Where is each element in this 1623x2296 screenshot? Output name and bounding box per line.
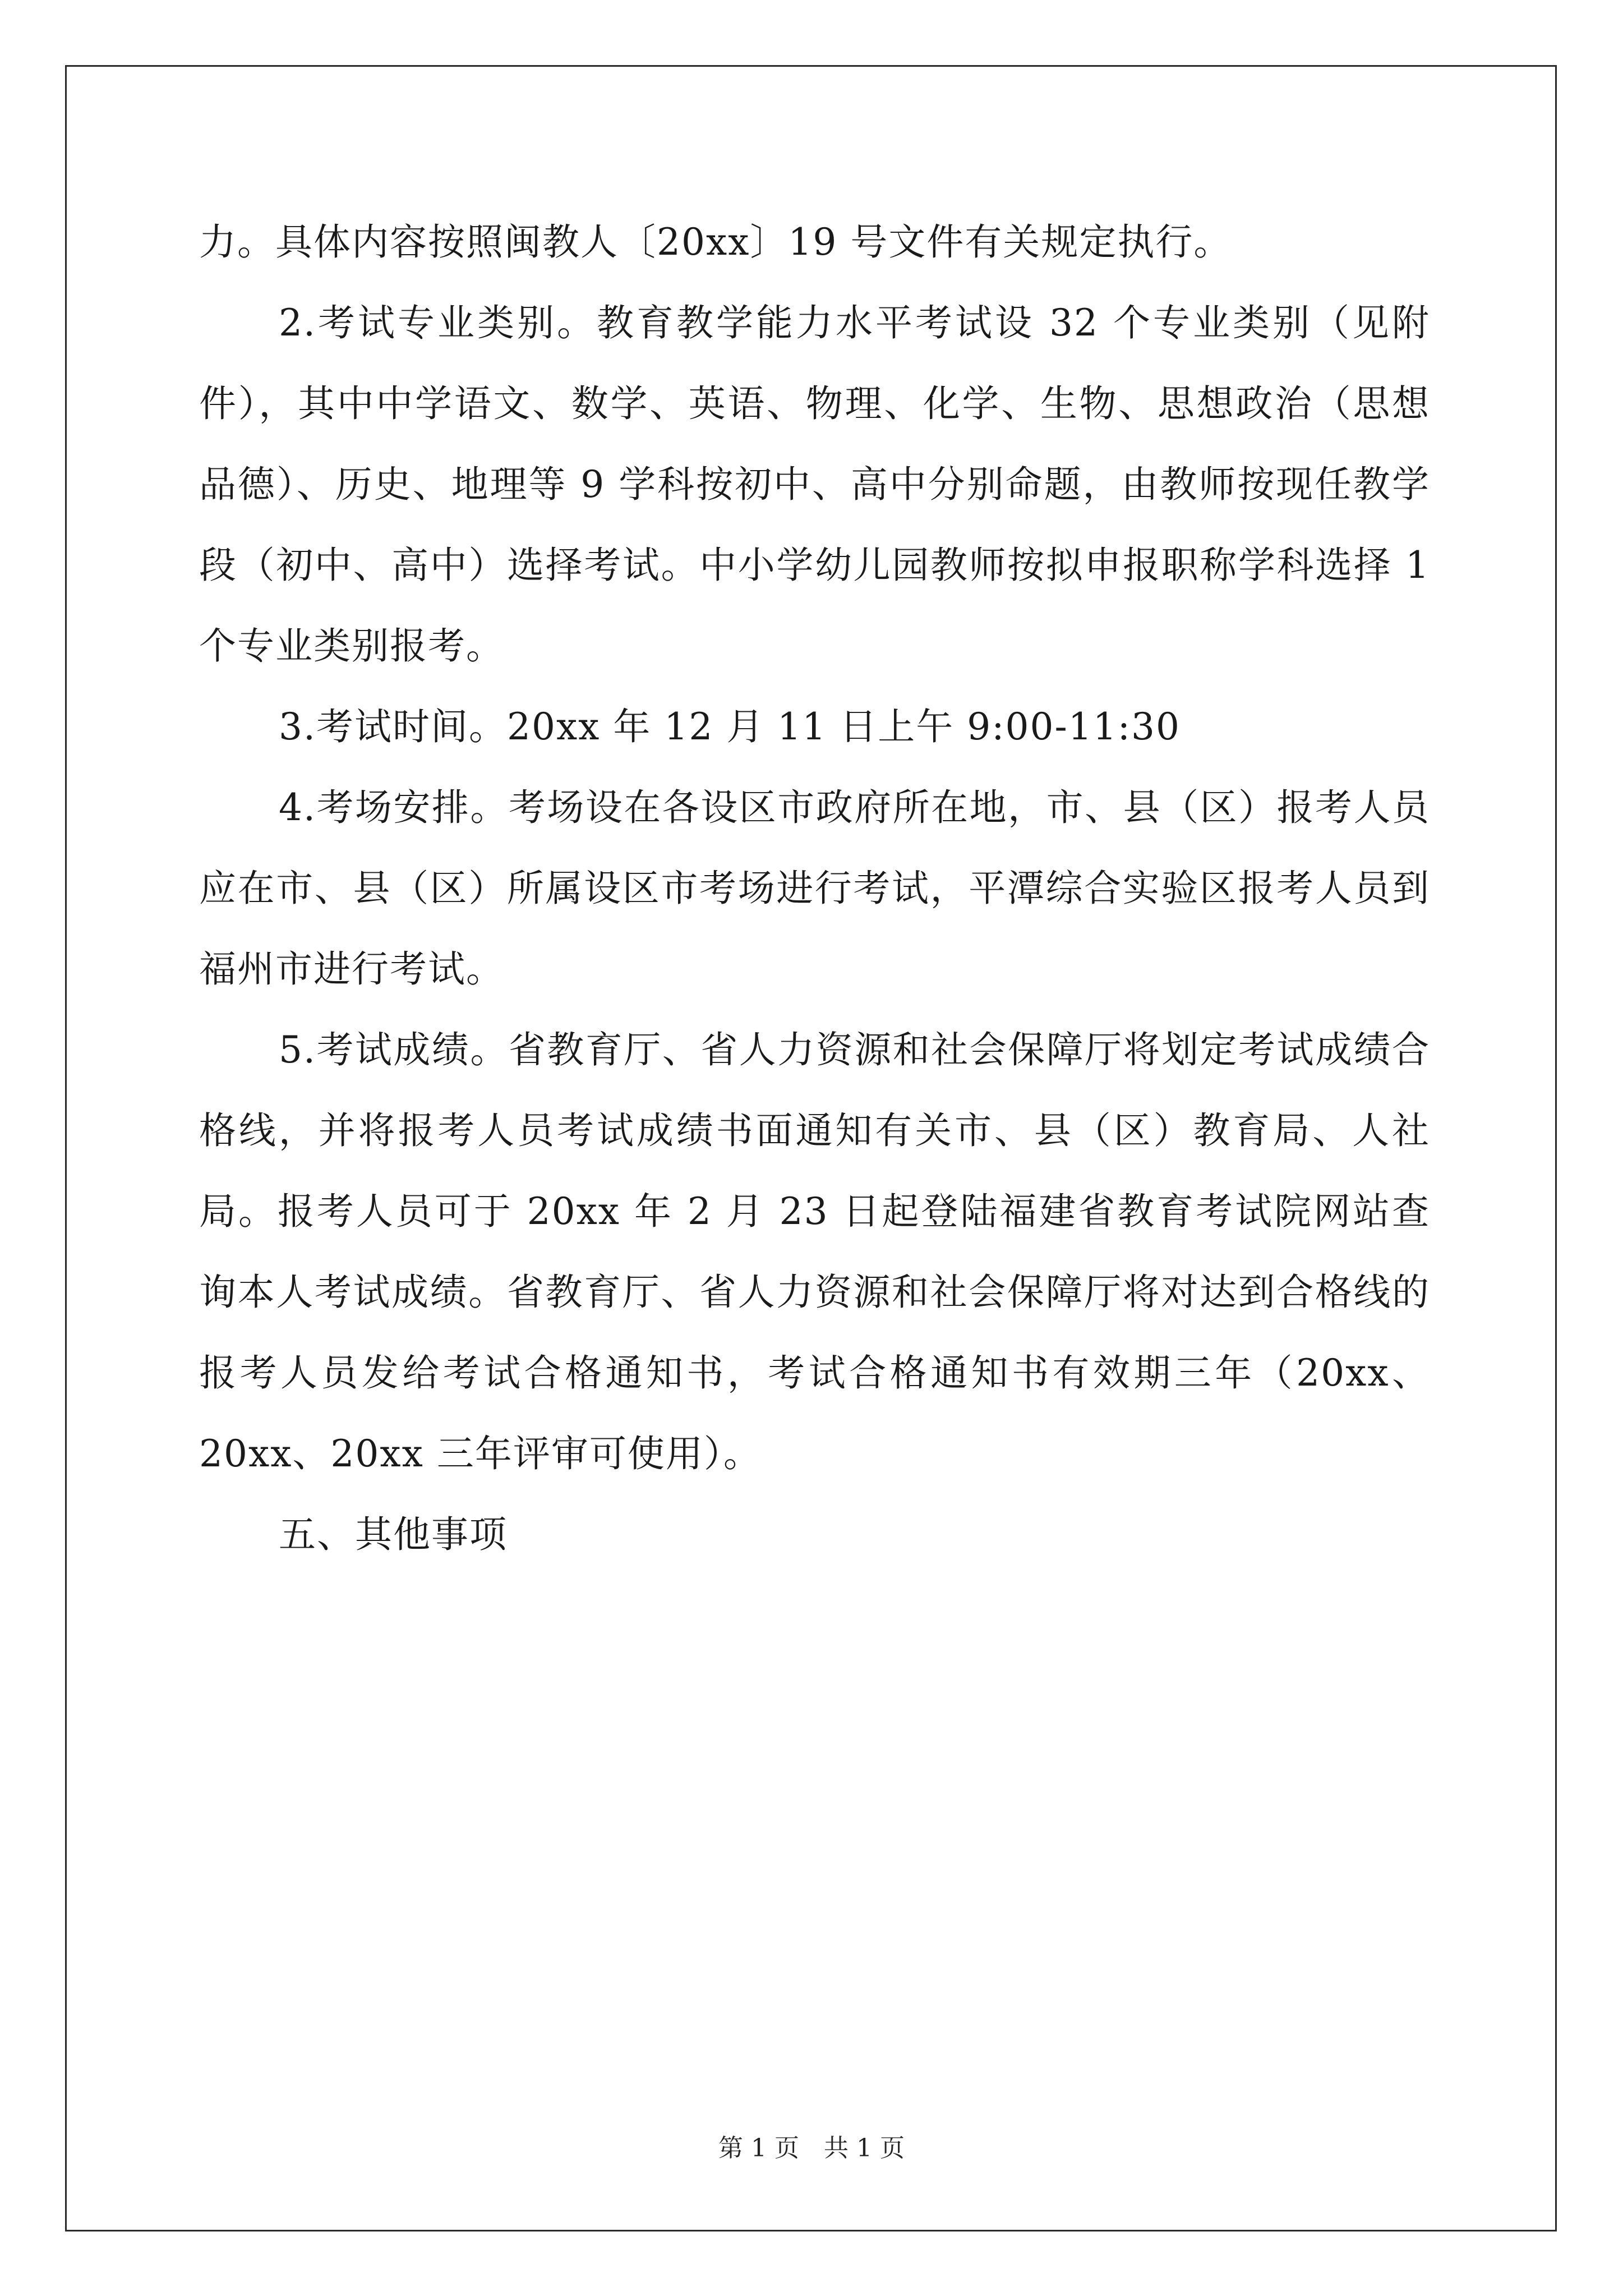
paragraph-exam-time: 3.考试时间。20xx 年 12 月 11 日上午 9:00-11:30 bbox=[279, 705, 1181, 748]
paragraph-continuation: 力。具体内容按照闽教人〔20xx〕19 号文件有关规定执行。 bbox=[199, 220, 1232, 264]
section-heading-other-matters: 五、其他事项 bbox=[279, 1513, 508, 1556]
paragraph-exam-venue: 4.考场安排。考场设在各设区市政府所在地，市、县（区）报考人员应在市、县（区）所属设区市考场进行考试，平潭综合实验区报考人员到福州市进行考试。 bbox=[199, 786, 1430, 991]
page-number-footer: 第 1 页 共 1 页 bbox=[718, 2134, 905, 2162]
paragraph-exam-results: 5.考试成绩。省教育厅、省人力资源和社会保障厅将划定考试成绩合格线，并将报考人员考试成绩书面通知有关市、县（区）教育局、人社局。报考人员可于 20xx 年 2 月 23 日起登陆福建省教育考试院网站查询本人考试成绩。省教育厅、省人力资源和社会保障厅将对达到合格线的报考人员发给考试合格通知书，考试合格通知书有效期三年（20xx、20xx、20xx 三年评审可使用）。 bbox=[199, 1028, 1430, 1475]
paragraph-exam-categories: 2.考试专业类别。教育教学能力水平考试设 32 个专业类别（见附件），其中中学语文、数学、英语、物理、化学、生物、思想政治（思想品德）、历史、地理等 9 学科按初中、高中分别命题，由教师按现任教学段（初中、高中）选择考试。中小学幼儿园教师按拟申报职称学科选择 1 个专业类别报考。 bbox=[199, 301, 1430, 668]
document-body bbox=[199, 202, 1430, 1575]
